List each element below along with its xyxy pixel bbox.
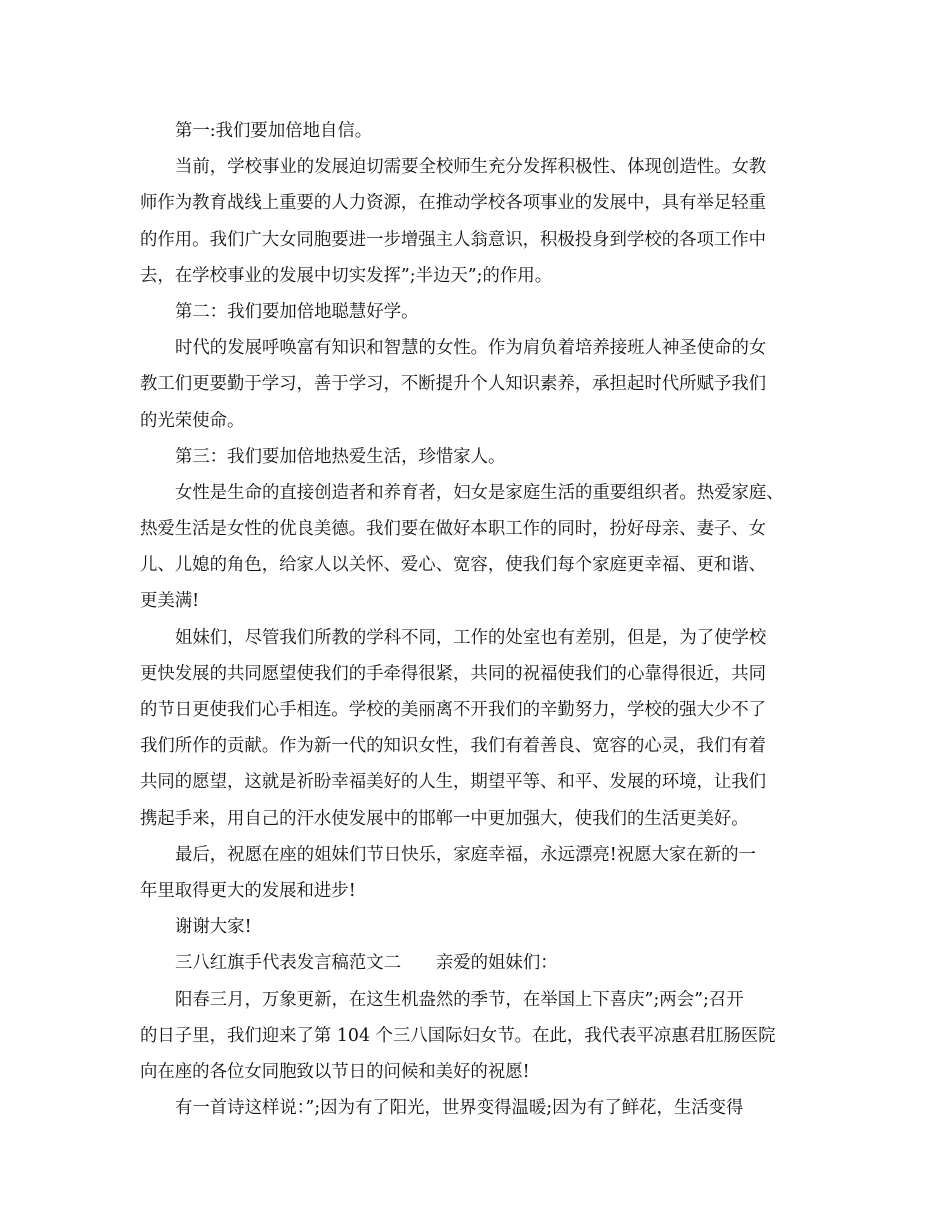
text-line: 向在座的各位女同胞致以节日的问候和美好的祝愿!	[140, 1061, 530, 1082]
document-body	[140, 113, 820, 1126]
text-line: 的光荣使命。	[140, 410, 245, 431]
text-line: 携起手来，用自己的汗水使发展中的邯郸一中更加强大，使我们的生活更美好。	[140, 808, 749, 829]
text-line: 的日子里，我们迎来了第 104 个三八国际妇女节。在此，我代表平凉惠君肛肠医院	[140, 1025, 776, 1046]
text-line: 女性是生命的直接创造者和养育者，妇女是家庭生活的重要组织者。热爱家庭、	[175, 482, 784, 503]
text-line: 的节日更使我们心手相连。学校的美丽离不开我们的辛勤努力，学校的强大少不了	[140, 700, 767, 720]
text-line: 第一:我们要加倍地自信。	[175, 121, 373, 141]
text-line: 的作用。我们广大女同胞要进一步增强主人翁意识，积极投身到学校的各项工作中	[140, 229, 767, 250]
text-line: 时代的发展呼唤富有知识和智慧的女性。作为肩负着培养接班人神圣使命的女	[175, 338, 767, 359]
text-line: 年里取得更大的发展和进步!	[140, 880, 356, 901]
text-line: 我们所作的贡献。作为新一代的知识女性，我们有着善良、宽容的心灵，我们有着	[140, 736, 767, 757]
text-line: 三八红旗手代表发言稿范文二 亲爱的姐妹们：	[175, 953, 558, 974]
text-line: 第二：我们要加倍地聪慧好学。	[175, 301, 419, 322]
text-line: 有一首诗这样说：”;因为有了阳光，世界变得温暖;因为有了鲜花，生活变得	[175, 1098, 744, 1119]
text-line: 第三：我们要加倍地热爱生活，珍惜家人。	[175, 446, 506, 467]
text-line: 更快发展的共同愿望使我们的手牵得很紧，共同的祝福使我们的心靠得很近，共同	[140, 663, 767, 684]
text-line: 当前，学校事业的发展迫切需要全校师生充分发挥积极性、体现创造性。女教	[175, 157, 767, 178]
text-line: 姐妹们，尽管我们所教的学科不同，工作的处室也有差别，但是，为了使学校	[175, 627, 767, 648]
text-line: 阳春三月，万象更新，在这生机盎然的季节，在举国上下喜庆”;两会”;召开	[175, 989, 744, 1010]
text-line: 去，在学校事业的发展中切实发挥”;半边天”;的作用。	[140, 265, 553, 286]
text-line: 教工们更要勤于学习，善于学习，不断提升个人知识素养，承担起时代所赋予我们	[140, 374, 767, 395]
text-line: 共同的愿望，这就是祈盼幸福美好的人生，期望平等、和平、发展的环境，让我们	[140, 772, 767, 793]
text-line: 最后，祝愿在座的姐妹们节日快乐，家庭幸福，永远漂亮!祝愿大家在新的一	[175, 844, 756, 865]
text-line: 儿、儿媳的角色，给家人以关怀、爱心、宽容，使我们每个家庭更幸福、更和谐、	[140, 555, 767, 576]
text-line: 谢谢大家!	[175, 917, 252, 938]
text-line: 师作为教育战线上重要的人力资源，在推动学校各项事业的发展中，具有举足轻重	[140, 193, 767, 214]
text-line: 更美满!	[140, 591, 200, 612]
text-line: 热爱生活是女性的优良美德。我们要在做好本职工作的同时，扮好母亲、妻子、女	[140, 519, 767, 540]
